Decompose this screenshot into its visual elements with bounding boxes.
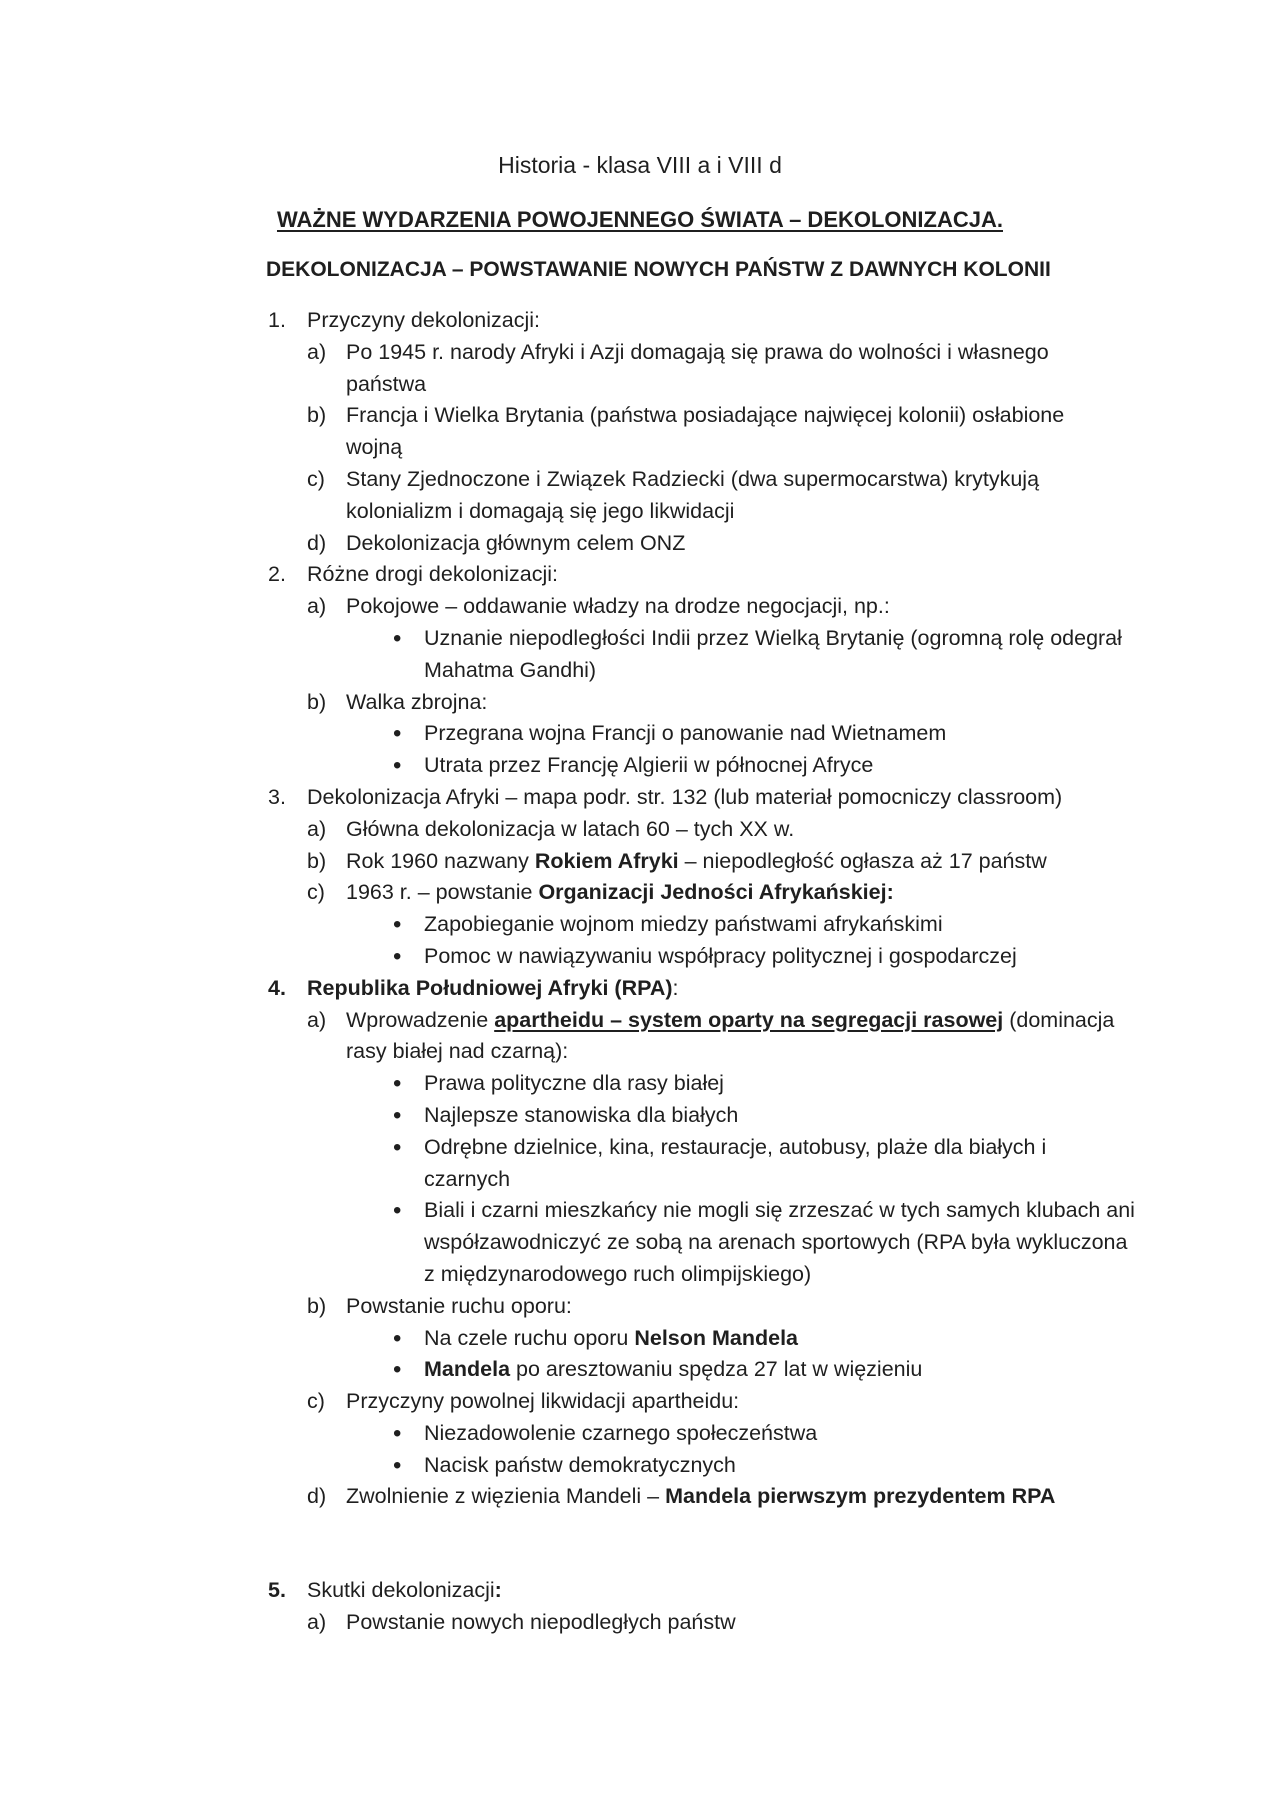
bold-underlined-text: apartheidu – system oparty na segregacji rasowej	[494, 1007, 1004, 1032]
line-text	[346, 496, 734, 528]
bullet-icon: •	[393, 911, 402, 939]
list-marker: a)	[307, 594, 327, 619]
list-marker: b)	[307, 848, 327, 873]
text-run: Wprowadzenie	[346, 1007, 495, 1032]
list-marker: a)	[307, 1007, 327, 1032]
bullet-icon: •	[393, 1356, 402, 1384]
list-marker: c)	[307, 466, 325, 491]
bullet-icon: •	[393, 752, 402, 780]
line-text	[424, 1354, 922, 1386]
outline-line	[0, 1005, 1280, 1037]
outline-line	[0, 973, 1280, 1005]
line-text	[424, 750, 873, 782]
outline-line	[0, 782, 1280, 814]
line-text	[346, 369, 426, 401]
text-run: Główna dekolonizacja w latach 60 – tych XX w.	[346, 816, 795, 841]
outline-line	[0, 1259, 1280, 1291]
text-run: rasy białej nad czarną):	[346, 1039, 569, 1064]
outline-line	[0, 432, 1280, 464]
line-text	[346, 464, 1039, 496]
text-run: Przyczyny powolnej likwidacji apartheidu:	[346, 1389, 740, 1414]
outline-line	[0, 305, 1280, 337]
outline-line	[0, 909, 1280, 941]
line-text	[346, 846, 1047, 878]
bullet-icon: •	[393, 942, 402, 970]
text-run: po aresztowaniu spędza 27 lat w więzieniu	[510, 1357, 923, 1382]
bullet-icon: •	[393, 1419, 402, 1447]
outline-line	[0, 400, 1280, 432]
list-marker: b)	[307, 403, 327, 428]
line-text	[346, 877, 894, 909]
text-run: Nacisk państw demokratycznych	[424, 1452, 736, 1477]
list-marker: 2.	[268, 562, 286, 587]
bullet-icon: •	[393, 1197, 402, 1225]
outline-line	[0, 655, 1280, 687]
text-run: Uznanie niepodległości Indii przez Wielką Brytanię (ogromną rolę odegrał	[424, 625, 1122, 650]
text-run: Rok 1960 nazwany	[346, 848, 535, 873]
line-text	[346, 432, 402, 464]
line-text	[424, 1450, 736, 1482]
list-marker: d)	[307, 530, 327, 555]
line-text	[424, 909, 943, 941]
bold-text: :	[494, 1578, 502, 1603]
line-text	[424, 655, 596, 687]
line-text	[424, 1164, 510, 1196]
line-text	[307, 973, 679, 1005]
list-marker: a)	[307, 816, 327, 841]
text-run: 1963 r. – powstanie	[346, 880, 539, 905]
outline-line	[0, 369, 1280, 401]
text-run: Francja i Wielka Brytania (państwa posiadające najwięcej kolonii) osłabione	[346, 403, 1065, 428]
list-marker: 5.	[268, 1578, 286, 1603]
outline-line	[0, 846, 1280, 878]
text-run: Najlepsze stanowiska dla białych	[424, 1102, 739, 1127]
text-run: Przyczyny dekolonizacji:	[307, 308, 541, 332]
line-text	[424, 1132, 1046, 1164]
outline-line	[0, 1132, 1280, 1164]
line-text	[346, 337, 1049, 369]
text-run: Powstanie nowych niepodległych państw	[346, 1610, 736, 1635]
outline-line	[0, 1100, 1280, 1132]
outline-line	[0, 1036, 1280, 1068]
text-run: Dekolonizacja głównym celem ONZ	[346, 530, 686, 555]
bullet-icon: •	[393, 1324, 402, 1352]
line-text	[307, 782, 1062, 814]
outline-line	[0, 1354, 1280, 1386]
outline-line	[0, 528, 1280, 560]
outline-line	[0, 1195, 1280, 1227]
line-text	[346, 814, 794, 846]
line-text	[424, 718, 946, 750]
outline-list	[0, 305, 1280, 1639]
text-run: Niezadowolenie czarnego społeczeństwa	[424, 1420, 818, 1445]
text-run: Mahatma Gandhi)	[424, 657, 597, 682]
outline-line	[0, 1481, 1280, 1513]
outline-line	[0, 1291, 1280, 1323]
outline-line	[0, 623, 1280, 655]
list-marker: d)	[307, 1484, 327, 1509]
outline-line	[0, 591, 1280, 623]
outline-line	[0, 1323, 1280, 1355]
line-text	[424, 1100, 738, 1132]
outline-line	[0, 877, 1280, 909]
line-text	[424, 1195, 1135, 1227]
bullet-icon: •	[393, 1070, 402, 1098]
outline-line	[0, 1575, 1280, 1607]
text-run: czarnych	[424, 1166, 511, 1191]
outline-line	[0, 941, 1280, 973]
text-run: kolonializm i domagają się jego likwidacji	[346, 498, 735, 523]
bullet-icon: •	[393, 1101, 402, 1129]
line-text	[424, 623, 1122, 655]
line-text	[424, 1227, 1127, 1259]
line-text	[424, 1418, 817, 1450]
line-text	[307, 559, 558, 591]
line-text	[424, 1323, 798, 1355]
text-run: Przegrana wojna Francji o panowanie nad Wietnamem	[424, 721, 947, 746]
outline-line	[0, 1386, 1280, 1418]
bold-text: Rokiem Afryki	[534, 848, 679, 873]
bullet-icon: •	[393, 1133, 402, 1161]
outline-line	[0, 559, 1280, 591]
list-marker: b)	[307, 689, 327, 714]
line-text	[346, 400, 1064, 432]
outline-line	[0, 750, 1280, 782]
list-marker: c)	[307, 1389, 325, 1414]
outline-line	[0, 337, 1280, 369]
text-run: Biali i czarni mieszkańcy nie mogli się zrzeszać w tych samych klubach ani	[424, 1198, 1135, 1223]
line-text	[346, 1036, 568, 1068]
document-title: WAŻNE WYDARZENIA POWOJENNEGO ŚWIATA – DEKOLONIZACJA.	[276, 207, 1003, 232]
bold-text: Republika Południowej Afryki (RPA)	[307, 975, 673, 1000]
bold-text: Organizacji Jedności Afrykańskiej:	[538, 880, 894, 905]
list-marker: c)	[307, 880, 325, 905]
text-run: :	[672, 975, 679, 1000]
bold-text: Nelson Mandela	[634, 1325, 799, 1350]
line-text	[424, 1068, 724, 1100]
outline-line	[0, 1164, 1280, 1196]
text-run: Odrębne dzielnice, kina, restauracje, autobusy, plaże dla białych i	[424, 1134, 1047, 1159]
line-text	[346, 1481, 1055, 1513]
line-text	[424, 941, 1017, 973]
text-run: Pomoc w nawiązywaniu współpracy politycznej i gospodarczej	[424, 943, 1017, 968]
line-text	[346, 1607, 736, 1639]
outline-line	[0, 1607, 1280, 1639]
text-run: Zapobieganie wojnom miedzy państwami afrykańskimi	[424, 912, 943, 937]
outline-line	[0, 718, 1280, 750]
text-run: Zwolnienie z więzienia Mandeli –	[346, 1484, 666, 1509]
bold-text: Mandela pierwszym prezydentem RPA	[665, 1484, 1056, 1509]
text-run: państwa	[346, 371, 427, 396]
text-run: wojną	[346, 435, 403, 460]
line-text	[307, 1575, 502, 1607]
outline-line	[0, 464, 1280, 496]
bullet-icon: •	[393, 624, 402, 652]
list-marker: a)	[307, 339, 327, 364]
text-run: Skutki dekolonizacji	[307, 1578, 495, 1603]
text-run: Stany Zjednoczone i Związek Radziecki (dwa supermocarstwa) krytykują	[346, 466, 1040, 491]
text-run: – niepodległość ogłasza aż 17 państw	[678, 848, 1047, 873]
course-heading: Historia - klasa VIII a i VIII d	[498, 152, 782, 178]
outline-line	[0, 814, 1280, 846]
text-run: Utrata przez Francję Algierii w północnej Afryce	[424, 753, 874, 778]
list-marker: a)	[307, 1610, 327, 1635]
line-text	[346, 1386, 739, 1418]
list-marker: b)	[307, 1293, 327, 1318]
text-run: Walka zbrojna:	[346, 689, 488, 714]
outline-line	[0, 1450, 1280, 1482]
line-text	[346, 1291, 572, 1323]
text-run: współzawodniczyć ze sobą na arenach sportowych (RPA była wykluczona	[424, 1230, 1128, 1255]
outline-line	[0, 1068, 1280, 1100]
bold-text: Mandela	[424, 1357, 511, 1382]
outline-line	[0, 687, 1280, 719]
text-run: Dekolonizacja Afryki – mapa podr. str. 132 (lub materiał pomocniczy classroom)	[307, 784, 1063, 809]
bullet-icon: •	[393, 720, 402, 748]
spacer	[0, 1513, 1280, 1575]
text-run: Powstanie ruchu oporu:	[346, 1293, 572, 1318]
line-text	[346, 687, 487, 719]
text-run: z międzynarodowego ruch olimpijskiego)	[424, 1261, 812, 1286]
outline-line	[0, 1418, 1280, 1450]
outline-line	[0, 496, 1280, 528]
text-run: Pokojowe – oddawanie władzy na drodze negocjacji, np.:	[346, 594, 890, 619]
list-marker: 4.	[268, 975, 286, 1000]
text-run: Po 1945 r. narody Afryki i Azji domagają się prawa do wolności i własnego	[346, 339, 1049, 364]
list-marker: 1.	[268, 308, 286, 332]
text-run: Prawa polityczne dla rasy białej	[424, 1071, 724, 1096]
line-text	[307, 305, 540, 337]
text-run: Różne drogi dekolonizacji:	[307, 562, 558, 587]
text-run: Na czele ruchu oporu	[424, 1325, 635, 1350]
section-subtitle: DEKOLONIZACJA – POWSTAWANIE NOWYCH PAŃSTW Z DAWNYCH KOLONII	[266, 258, 1051, 281]
list-marker: 3.	[268, 784, 286, 809]
line-text	[346, 591, 890, 623]
line-text	[424, 1259, 811, 1291]
text-run: (dominacja	[1003, 1007, 1115, 1032]
outline-line	[0, 1227, 1280, 1259]
bullet-icon: •	[393, 1451, 402, 1479]
line-text	[346, 1005, 1114, 1037]
line-text	[346, 528, 685, 560]
